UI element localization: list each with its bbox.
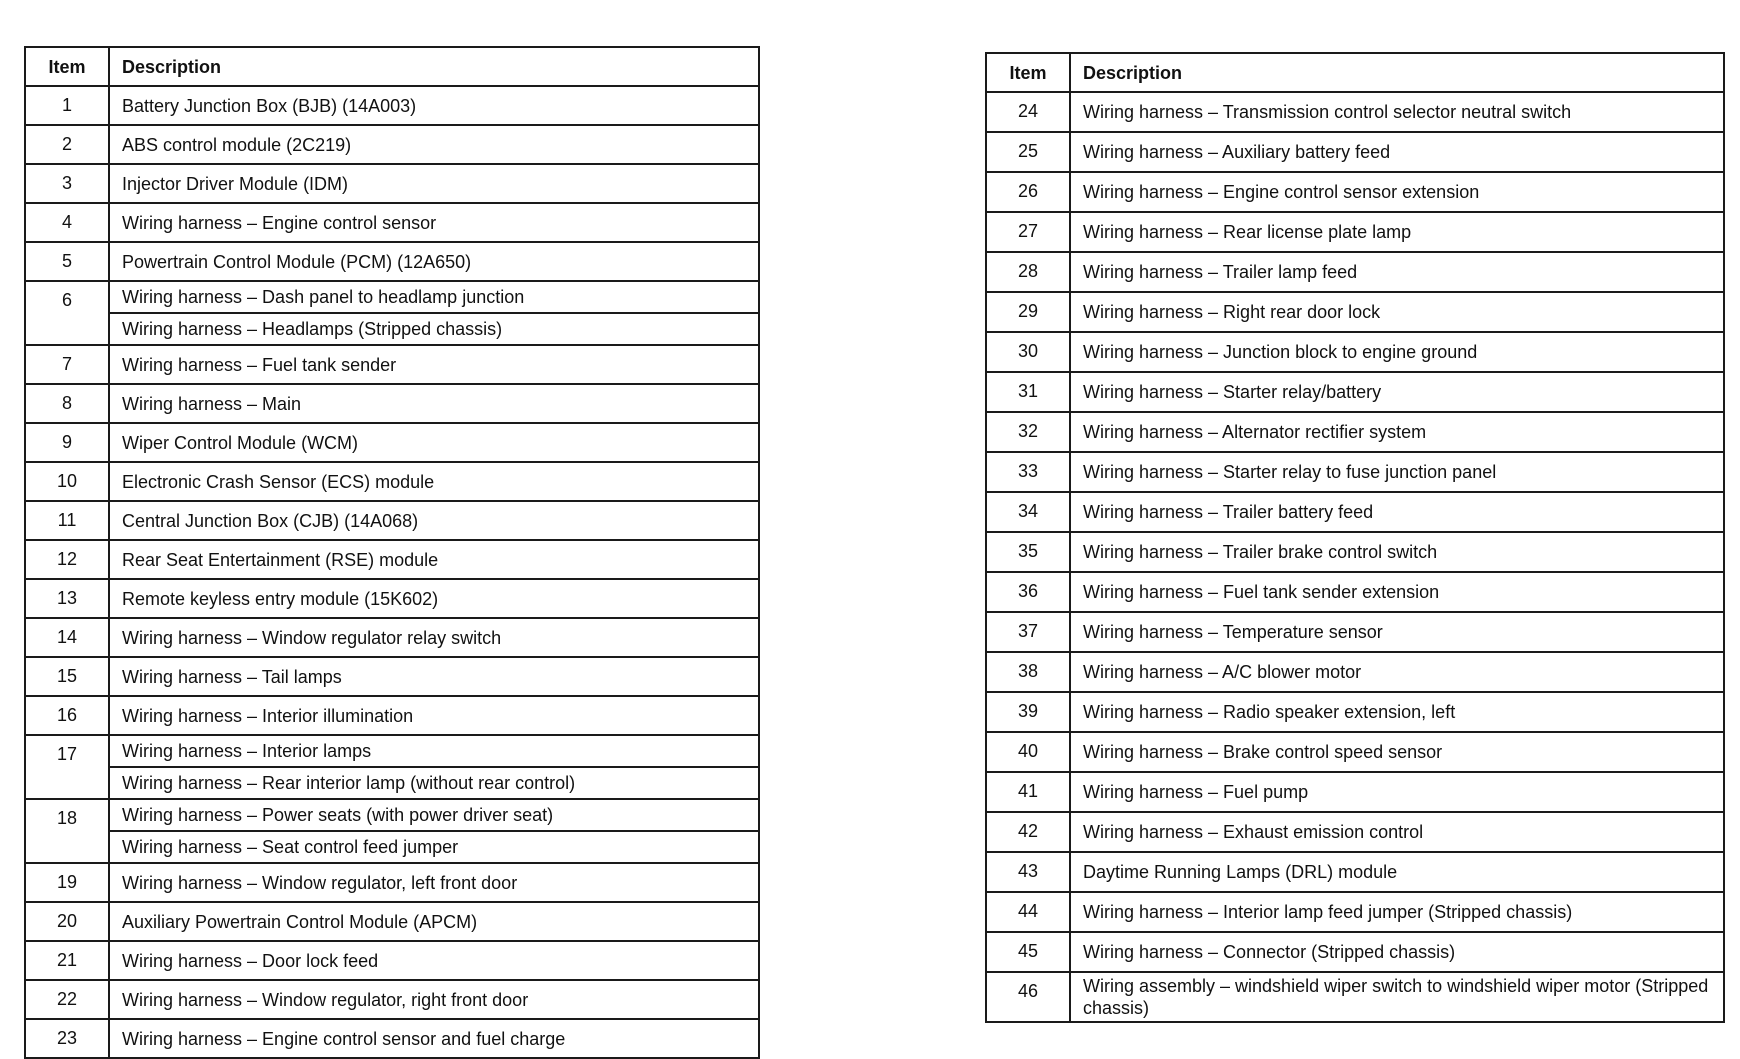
item-description: Wiring harness – Dash panel to headlamp junction bbox=[109, 281, 759, 313]
table-row bbox=[986, 972, 1724, 1022]
table-row bbox=[986, 212, 1724, 252]
item-description: Wiring harness – Headlamps (Stripped chassis) bbox=[109, 313, 759, 345]
table-row bbox=[986, 772, 1724, 812]
item-description: Wiring harness – Connector (Stripped chassis) bbox=[1070, 932, 1724, 972]
item-description: Wiring harness – Tail lamps bbox=[109, 657, 759, 696]
item-description: Daytime Running Lamps (DRL) module bbox=[1070, 852, 1724, 892]
item-number: 39 bbox=[986, 692, 1070, 732]
item-description: Wiring harness – Trailer lamp feed bbox=[1070, 252, 1724, 292]
item-description: Wiring harness – Exhaust emission control bbox=[1070, 812, 1724, 852]
item-number: 31 bbox=[986, 372, 1070, 412]
table-row bbox=[25, 579, 759, 618]
item-description: Wiring harness – Right rear door lock bbox=[1070, 292, 1724, 332]
table-row bbox=[25, 696, 759, 735]
item-description: Auxiliary Powertrain Control Module (APCM) bbox=[109, 902, 759, 941]
table-row bbox=[986, 92, 1724, 132]
table-row bbox=[25, 313, 759, 345]
item-number: 1 bbox=[25, 86, 109, 125]
item-description: Wiring harness – Alternator rectifier system bbox=[1070, 412, 1724, 452]
item-number: 7 bbox=[25, 345, 109, 384]
item-description: Wiring harness – Fuel pump bbox=[1070, 772, 1724, 812]
table-row bbox=[25, 345, 759, 384]
item-number: 11 bbox=[25, 501, 109, 540]
table-row bbox=[25, 540, 759, 579]
item-description: Battery Junction Box (BJB) (14A003) bbox=[109, 86, 759, 125]
item-number: 23 bbox=[25, 1019, 109, 1058]
item-number: 12 bbox=[25, 540, 109, 579]
table-row bbox=[986, 732, 1724, 772]
item-description: Wiring harness – Fuel tank sender extension bbox=[1070, 572, 1724, 612]
table-row bbox=[986, 932, 1724, 972]
item-description: Wiring harness – Rear interior lamp (without rear control) bbox=[109, 767, 759, 799]
item-description: Wiring harness – Engine control sensor and fuel charge bbox=[109, 1019, 759, 1058]
item-number: 33 bbox=[986, 452, 1070, 492]
item-number: 25 bbox=[986, 132, 1070, 172]
item-number: 34 bbox=[986, 492, 1070, 532]
description-column-header: Description bbox=[109, 47, 759, 86]
item-description: Injector Driver Module (IDM) bbox=[109, 164, 759, 203]
table-row bbox=[25, 735, 759, 767]
table-row bbox=[986, 252, 1724, 292]
item-number: 30 bbox=[986, 332, 1070, 372]
item-description: Wiring harness – Interior lamp feed jumper (Stripped chassis) bbox=[1070, 892, 1724, 932]
table-row bbox=[25, 462, 759, 501]
item-column-header: Item bbox=[25, 47, 109, 86]
item-number: 6 bbox=[25, 281, 109, 345]
item-number: 5 bbox=[25, 242, 109, 281]
table-row bbox=[986, 852, 1724, 892]
item-number: 9 bbox=[25, 423, 109, 462]
table-row bbox=[986, 532, 1724, 572]
table-row bbox=[25, 767, 759, 799]
table-row bbox=[25, 618, 759, 657]
item-number: 29 bbox=[986, 292, 1070, 332]
item-number: 19 bbox=[25, 863, 109, 902]
item-description: Wiring harness – Radio speaker extension, left bbox=[1070, 692, 1724, 732]
item-description: Wiring harness – Trailer battery feed bbox=[1070, 492, 1724, 532]
table-row bbox=[25, 164, 759, 203]
item-description: Wiring harness – Starter relay/battery bbox=[1070, 372, 1724, 412]
item-description: Wiring harness – A/C blower motor bbox=[1070, 652, 1724, 692]
item-description: Remote keyless entry module (15K602) bbox=[109, 579, 759, 618]
item-number: 37 bbox=[986, 612, 1070, 652]
item-description: Rear Seat Entertainment (RSE) module bbox=[109, 540, 759, 579]
table-row bbox=[25, 863, 759, 902]
item-number: 16 bbox=[25, 696, 109, 735]
table-row bbox=[25, 86, 759, 125]
legend-table-left bbox=[24, 46, 760, 1059]
item-number: 36 bbox=[986, 572, 1070, 612]
item-number: 3 bbox=[25, 164, 109, 203]
table-row bbox=[986, 332, 1724, 372]
item-number: 8 bbox=[25, 384, 109, 423]
table-row bbox=[25, 657, 759, 696]
table-row bbox=[986, 652, 1724, 692]
item-number: 45 bbox=[986, 932, 1070, 972]
table-row bbox=[986, 372, 1724, 412]
item-number: 44 bbox=[986, 892, 1070, 932]
table-row bbox=[25, 980, 759, 1019]
item-description: Wiring harness – Window regulator relay switch bbox=[109, 618, 759, 657]
item-description: Wiring harness – Main bbox=[109, 384, 759, 423]
table-row bbox=[986, 692, 1724, 732]
table-row bbox=[25, 125, 759, 164]
item-number: 38 bbox=[986, 652, 1070, 692]
table-row bbox=[986, 892, 1724, 932]
item-number: 40 bbox=[986, 732, 1070, 772]
item-number: 10 bbox=[25, 462, 109, 501]
item-number: 24 bbox=[986, 92, 1070, 132]
item-description: ABS control module (2C219) bbox=[109, 125, 759, 164]
item-description: Wiper Control Module (WCM) bbox=[109, 423, 759, 462]
item-number: 41 bbox=[986, 772, 1070, 812]
item-description: Wiring harness – Engine control sensor extension bbox=[1070, 172, 1724, 212]
table-row bbox=[25, 501, 759, 540]
item-description: Wiring harness – Rear license plate lamp bbox=[1070, 212, 1724, 252]
item-number: 26 bbox=[986, 172, 1070, 212]
item-number: 14 bbox=[25, 618, 109, 657]
item-description: Central Junction Box (CJB) (14A068) bbox=[109, 501, 759, 540]
item-number: 15 bbox=[25, 657, 109, 696]
item-number: 42 bbox=[986, 812, 1070, 852]
item-description: Wiring harness – Junction block to engine ground bbox=[1070, 332, 1724, 372]
table-row bbox=[25, 423, 759, 462]
item-description: Wiring harness – Window regulator, right front door bbox=[109, 980, 759, 1019]
legend-table-right bbox=[985, 52, 1725, 1023]
header-row bbox=[986, 53, 1724, 92]
table-row bbox=[25, 384, 759, 423]
item-number: 17 bbox=[25, 735, 109, 799]
item-description: Wiring harness – Temperature sensor bbox=[1070, 612, 1724, 652]
item-number: 43 bbox=[986, 852, 1070, 892]
item-number: 13 bbox=[25, 579, 109, 618]
table-row bbox=[25, 1019, 759, 1058]
table-row bbox=[986, 572, 1724, 612]
table-row bbox=[986, 172, 1724, 212]
item-description: Wiring harness – Starter relay to fuse junction panel bbox=[1070, 452, 1724, 492]
table-row bbox=[986, 132, 1724, 172]
table-row bbox=[25, 203, 759, 242]
table-row bbox=[25, 242, 759, 281]
item-description: Wiring assembly – windshield wiper switch to windshield wiper motor (Stripped chassis) bbox=[1070, 972, 1724, 1022]
item-description: Wiring harness – Fuel tank sender bbox=[109, 345, 759, 384]
item-number: 2 bbox=[25, 125, 109, 164]
item-number: 4 bbox=[25, 203, 109, 242]
item-description: Wiring harness – Brake control speed sensor bbox=[1070, 732, 1724, 772]
table-row bbox=[25, 799, 759, 831]
table-row bbox=[25, 831, 759, 863]
item-description: Wiring harness – Trailer brake control switch bbox=[1070, 532, 1724, 572]
item-number: 20 bbox=[25, 902, 109, 941]
item-column-header: Item bbox=[986, 53, 1070, 92]
item-number: 46 bbox=[986, 972, 1070, 1022]
item-description: Powertrain Control Module (PCM) (12A650) bbox=[109, 242, 759, 281]
item-description: Wiring harness – Auxiliary battery feed bbox=[1070, 132, 1724, 172]
item-number: 21 bbox=[25, 941, 109, 980]
header-row bbox=[25, 47, 759, 86]
item-description: Wiring harness – Interior illumination bbox=[109, 696, 759, 735]
table-row bbox=[986, 452, 1724, 492]
table-row bbox=[25, 281, 759, 313]
item-description: Wiring harness – Power seats (with power driver seat) bbox=[109, 799, 759, 831]
description-column-header: Description bbox=[1070, 53, 1724, 92]
item-number: 35 bbox=[986, 532, 1070, 572]
item-description: Wiring harness – Transmission control selector neutral switch bbox=[1070, 92, 1724, 132]
table-row bbox=[986, 292, 1724, 332]
item-number: 32 bbox=[986, 412, 1070, 452]
item-description: Wiring harness – Window regulator, left front door bbox=[109, 863, 759, 902]
table-row bbox=[986, 812, 1724, 852]
item-description: Wiring harness – Interior lamps bbox=[109, 735, 759, 767]
item-number: 27 bbox=[986, 212, 1070, 252]
item-description: Wiring harness – Door lock feed bbox=[109, 941, 759, 980]
table-row bbox=[25, 941, 759, 980]
table-row bbox=[986, 412, 1724, 452]
item-number: 18 bbox=[25, 799, 109, 863]
item-description: Electronic Crash Sensor (ECS) module bbox=[109, 462, 759, 501]
item-number: 28 bbox=[986, 252, 1070, 292]
item-number: 22 bbox=[25, 980, 109, 1019]
item-description: Wiring harness – Engine control sensor bbox=[109, 203, 759, 242]
table-row bbox=[25, 902, 759, 941]
table-row bbox=[986, 492, 1724, 532]
table-row bbox=[986, 612, 1724, 652]
item-description: Wiring harness – Seat control feed jumper bbox=[109, 831, 759, 863]
